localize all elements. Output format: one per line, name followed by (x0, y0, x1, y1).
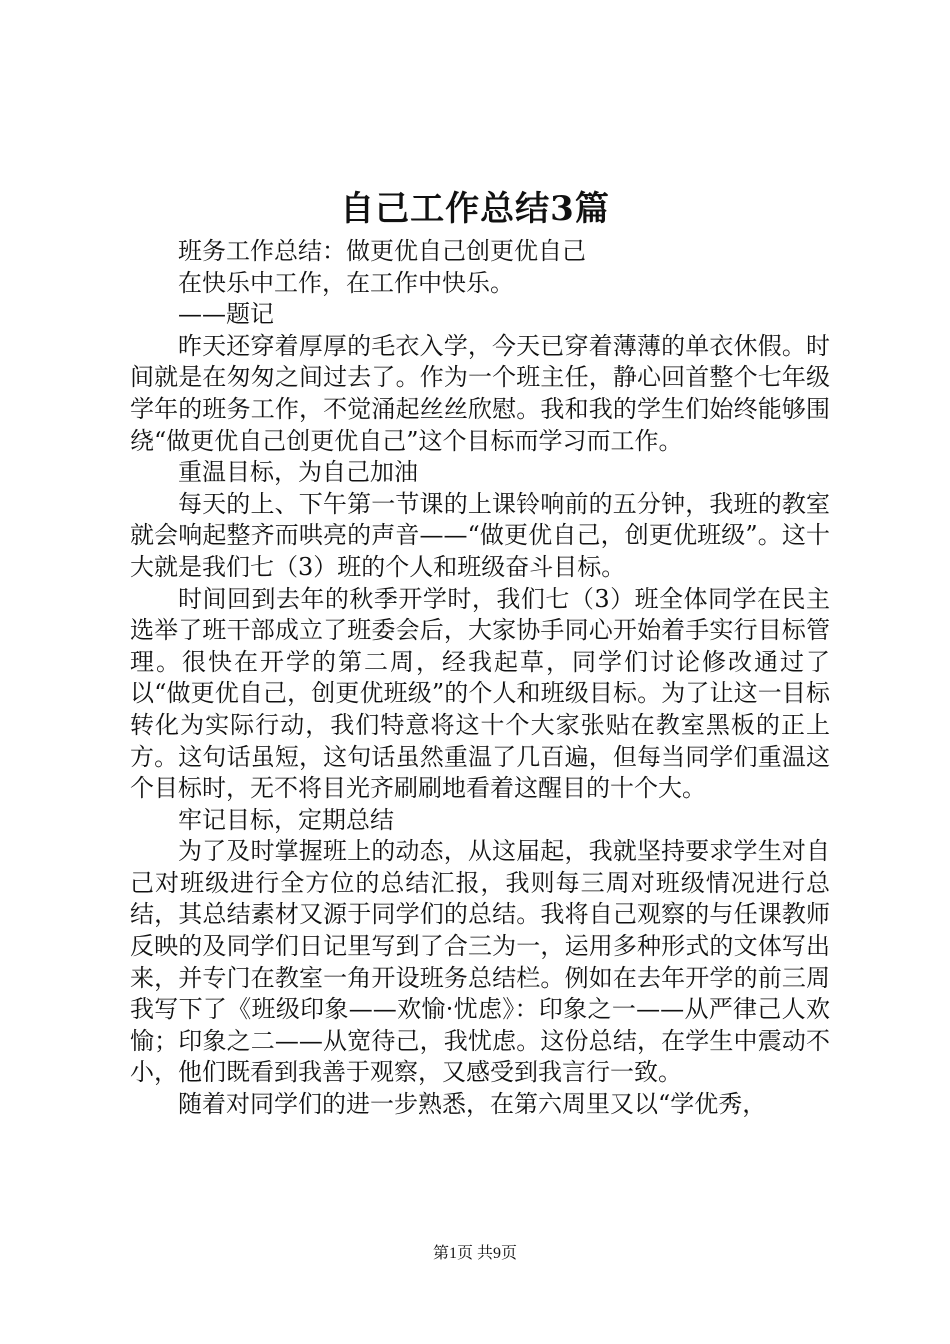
epigraph-paragraph: 在快乐中工作，在工作中快乐。 (178, 268, 514, 297)
body-paragraph: 时间回到去年的秋季开学时，我们七（3）班全体同学在民主选举了班干部成立了班委会后，大家协手同心开始着手实行目标管理。很快在开学的第二周，经我起草，同学们讨论修改通过了以“做更优自己，创更优班级”的个人和班级目标。为了让这一目标转化为实际行动，我们特意将这十个大家张贴在教室黑板的正上方。这句话虽短，这句话虽然重温了几百遍，但每当同学们重温这个目标时，无不将目光齐刷刷地看着这醒目的十个大。 (130, 584, 830, 803)
section-heading: 重温目标，为自己加油 (178, 458, 418, 487)
page-footer: 第1页 共9页 (432, 1245, 517, 1262)
document-title: 自己工作总结3篇 (340, 189, 610, 229)
document-body (130, 236, 830, 1121)
body-paragraph: 为了及时掌握班上的动态，从这届起，我就坚持要求学生对自己对班级进行全方位的总结汇报，我则每三周对班级情况进行总结，其总结素材又源于同学们的总结。我将自己观察的与任课教师反映的及同学们日记里写到了合三为一，运用多种形式的文体写出来，并专门在教室一角开设班务总结栏。例如在去年开学的前三周我写下了《班级印象——欢愉·忧虑》：印象之一——从严律己人欢愉；印象之二——从宽待己，我忧虑。这份总结，在学生中震动不小，他们既看到我善于观察，又感受到我言行一致。 (130, 837, 830, 1087)
body-paragraph: 随着对同学们的进一步熟悉，在第六周里又以“学优秀， (178, 1090, 767, 1119)
subtitle-paragraph: 班务工作总结：做更优自己创更优自己 (178, 237, 586, 265)
section-heading: 牢记目标，定期总结 (178, 805, 394, 834)
epigraph-attribution: ——题记 (178, 300, 274, 329)
body-paragraph: 每天的上、下午第一节课的上课铃响前的五分钟，我班的教室就会响起整齐而哄亮的声音——“做更优自己，创更优班级”。这十大就是我们七（3）班的个人和班级奋斗目标。 (130, 489, 830, 581)
body-paragraph: 昨天还穿着厚厚的毛衣入学，今天已穿着薄薄的单衣休假。时间就是在匆匆之间过去了。作为一个班主任，静心回首整个七年级学年的班务工作，不觉涌起丝丝欣慰。我和我的学生们始终能够围绕“做更优自己创更优自己”这个目标而学习而工作。 (130, 331, 830, 455)
